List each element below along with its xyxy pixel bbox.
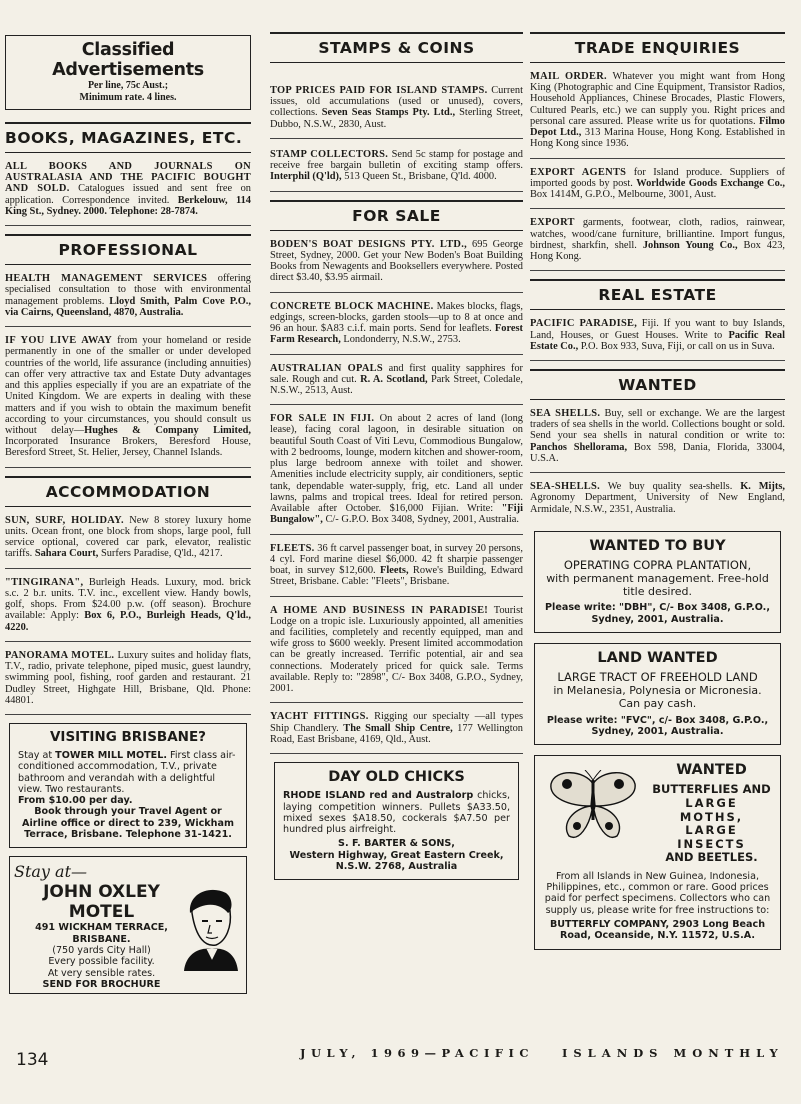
ad-advertiser: Johnson Young Co., bbox=[642, 239, 738, 251]
rate-line-1: Per line, 75c Aust.; bbox=[87, 80, 169, 91]
ad-advertiser: "Fiji Bungalow", bbox=[270, 503, 523, 526]
oxley-line: Every possible facility. bbox=[48, 956, 155, 968]
box-contact: Please write: "FVC", c/- Box 3408, G.P.O., Sydney, 2001, Australia. bbox=[546, 714, 769, 738]
ad-re-1 bbox=[530, 318, 785, 361]
ad-body: 695 George Street, Sydney, 2000. Get your New Boden's Boat Building Books from Newagents and Booksellers everywhere. Posted direct $3.40, $3.95 airmail. bbox=[270, 238, 523, 284]
ad-tail: C/- G.P.O. Box 3408, Sydney, 2001, Australia. bbox=[322, 514, 520, 526]
ad-body: and first quality sapphires for sale. Rough and cut. bbox=[270, 362, 523, 385]
ad-body: from your homeland or reside permanently in one of the smaller or under developed countries of the world, life assurance (including annuities) can offer very attractive tax and Estate Duty advantages and this applies especially if you are an expatriate of the United Kingdom. We are experts in dealing with these matters and if you wish to obtain the maximum benefit according to your circumstances, you should consult us without delay— bbox=[5, 335, 251, 436]
rate-line-2: Minimum rate. 4 lines. bbox=[79, 91, 177, 103]
ad-tail: Box 598, Dania, Florida, 33004, U.S.A. bbox=[530, 441, 785, 464]
ad-lead: AUSTRALIAN OPALS bbox=[270, 362, 383, 374]
ad-wanted-1 bbox=[530, 408, 785, 473]
box-title: DAY OLD CHICKS bbox=[328, 769, 465, 786]
classified-title: Classified Advertisements bbox=[52, 40, 204, 80]
ad-advertiser: Interphil (Q'ld), bbox=[270, 171, 342, 183]
section-real-estate: REAL ESTATE bbox=[530, 279, 785, 310]
ad-sale-5 bbox=[270, 543, 523, 597]
oxley-line: At very sensible rates. bbox=[47, 967, 156, 979]
ad-lead: STAMP COLLECTORS. bbox=[270, 148, 389, 160]
stay-at-text: Stay at— bbox=[14, 862, 88, 882]
oxley-address-1: 491 WICKHAM TERRACE, bbox=[35, 922, 168, 934]
ad-trade-2 bbox=[530, 167, 785, 210]
ad-body: Buy, sell or exchange. We are the largest traders of sea shells in the world. Collections bought or sold. Send your sea shells in natural condition or write to: bbox=[530, 407, 785, 442]
box-john-oxley bbox=[9, 856, 247, 994]
ad-trade-1 bbox=[530, 71, 785, 159]
ad-tail: 177 Wellington Road, East Brisbane, 4169, Qld., Aust. bbox=[270, 722, 523, 745]
box-line: with permanent management. Free-hold title desired. bbox=[546, 571, 769, 598]
box-text: First class air-conditioned accommodation, T.V., private bathroom and verandah with a delightful view. Two restaurants. bbox=[18, 749, 236, 795]
ad-lead: IF YOU LIVE AWAY bbox=[5, 335, 113, 347]
ad-lead: PANORAMA MOTEL. bbox=[5, 649, 115, 661]
ad-lead: TOP PRICES PAID FOR ISLAND STAMPS. bbox=[270, 85, 488, 96]
ad-body: Luxury suites and holiday flats, T.V., radio, private telephone, piped music, guest laundry, swimming pool, fishing, roof garden and restaurant. 21 Dudley Street, Highgate Hill, Brisbane, Qld. Phone: 44801. bbox=[5, 649, 251, 706]
box-title: WANTED TO BUY bbox=[589, 537, 726, 554]
ad-lead: SEA SHELLS. bbox=[530, 407, 601, 419]
ad-stamp-1 bbox=[270, 85, 523, 139]
ad-sale-4 bbox=[270, 413, 523, 534]
chick-breed: RHODE ISLAND red and Australorp bbox=[283, 790, 474, 802]
headline-line: BUTTERFLIES AND bbox=[652, 782, 771, 797]
ad-sale-2 bbox=[270, 301, 523, 355]
ad-advertiser: Filmo Depot Ltd., bbox=[530, 115, 785, 139]
ad-advertiser: Panchos Shellorama, bbox=[530, 441, 628, 453]
box-body bbox=[283, 790, 510, 835]
box-booking: Book through your Travel Agent or Airline office or direct to 239, Wickham Terrace, Brisbane. Telephone 31-1421. bbox=[22, 806, 234, 841]
ad-lead: BODEN'S BOAT DESIGNS PTY. LTD., bbox=[270, 238, 468, 250]
ad-tail: P.O. Box 933, Suva, Fiji, or call on us in Suva. bbox=[578, 340, 775, 352]
section-books: BOOKS, MAGAZINES, ETC. bbox=[5, 122, 251, 153]
box-text: Stay at bbox=[18, 749, 56, 761]
ad-advertiser: Hughes & Company Limited, bbox=[84, 424, 251, 436]
headline-line: LARGE INSECTS bbox=[677, 823, 746, 851]
section-accommodation: ACCOMMODATION bbox=[5, 476, 251, 507]
ad-body: New 8 storey luxury home units. Ocean front, one block from shops, large pool, full service optional, covered car park, elevator, realistic tariffs. bbox=[5, 514, 251, 560]
section-wanted: WANTED bbox=[530, 369, 785, 400]
ad-advertiser: Box 6, P.O., Burleigh Heads, Q'ld., 4220. bbox=[5, 610, 251, 633]
section-trade: TRADE ENQUIRIES bbox=[530, 32, 785, 63]
ad-stamp-2 bbox=[270, 149, 523, 192]
ad-body: Tourist Lodge on a tropic isle. Luxuriously appointed, all amenities and facilities, completely and recently equipped, man and wife gross to $600 weekly. Present limited accommodation can be greatly increased. Terrific potential, air and sea connections. Moderately priced for quick sale. Terms available. Reply to: "2898", C/- Box 3408, G.P.O., Sydney, 2001. bbox=[270, 604, 523, 695]
ad-body: for Island produce. Suppliers of imported goods by post. bbox=[530, 166, 785, 189]
ad-sale-6 bbox=[270, 605, 523, 704]
box-title: LAND WANTED bbox=[597, 650, 718, 667]
ad-books-1 bbox=[5, 161, 251, 226]
ad-body: Rigging our specialty —all types Ship Chandlery. bbox=[270, 711, 523, 734]
box-line: LARGE TRACT OF FREEHOLD LAND bbox=[557, 670, 758, 685]
ad-lead: A HOME AND BUSINESS IN PARADISE! bbox=[270, 604, 489, 616]
ad-body: Current issues, old accumulations (used or unused), covers, collections. bbox=[270, 85, 523, 119]
ad-sale-7 bbox=[270, 711, 523, 754]
oxley-brochure: SEND FOR BROCHURE bbox=[42, 978, 161, 990]
box-day-old-chicks bbox=[274, 762, 519, 880]
headline-line: AND BEETLES. bbox=[665, 850, 758, 865]
box-title: VISITING BRISBANE? bbox=[49, 728, 207, 745]
motel-name-2: MOTEL bbox=[68, 902, 135, 923]
ad-body: Fiji. If you want to buy Islands, Land, Houses, or Guest Houses. Write to bbox=[530, 318, 785, 341]
classified-header bbox=[5, 35, 251, 110]
ad-lead: SEA-SHELLS. bbox=[530, 481, 601, 493]
box-wanted-to-buy bbox=[534, 531, 781, 633]
motel-name: TOWER MILL MOTEL. bbox=[55, 749, 167, 761]
chick-address: Western Highway, Great Eastern Creek, N.S.W. 2768, Australia bbox=[289, 849, 504, 873]
ad-trade-3 bbox=[530, 217, 785, 271]
section-stamps: STAMPS & COINS bbox=[270, 32, 523, 63]
butterfly-headlines bbox=[651, 762, 772, 864]
ad-lead: MAIL ORDER. bbox=[530, 71, 607, 82]
ad-lead: SUN, SURF, HOLIDAY. bbox=[5, 514, 124, 526]
section-professional: PROFESSIONAL bbox=[5, 234, 251, 265]
ad-body: On about 2 acres of land (long lease), facing coral lagoon, in desirable situation on beautiful South Coast of Viti Levu, Commodious Bungalow, with 2 bedrooms, lounge, modern kitchen and shower-room, plus large bedroom annexe with toilet and shower. Amenities include electricity supply, air conditioners, septic tank, dependable water-supply, frig, etc. Land all under lawns, palms and tropical trees. Ideal for retired person. Available after October. $16,000 Fijian. Write: bbox=[270, 413, 524, 515]
issue-date: JULY, 1969—PACIFIC bbox=[300, 1046, 535, 1060]
butterfly-contact: BUTTERFLY COMPANY, 2903 Long Beach Road, Oceanside, N.Y. 11572, U.S.A. bbox=[549, 919, 766, 942]
box-text: chicks, laying competition winners. Pullets $A33.50, mixed sexes $A18.50, cockerals $A7.50 per hundred plus airfreight. bbox=[283, 790, 510, 836]
ad-body: Makes blocks, flags, edgings, screen-blocks, garden stools—up to 8 at once and 96 an hour. $A83 c.i.f. main ports. Send for leaflets. bbox=[270, 300, 523, 335]
ad-acc-3 bbox=[5, 650, 251, 715]
ad-sale-3 bbox=[270, 363, 523, 406]
man-portrait-illustration bbox=[180, 883, 240, 971]
ad-tail: Sterling Street, Dubbo, N.S.W., 2830, Aust. bbox=[270, 107, 523, 130]
box-visiting-brisbane bbox=[9, 723, 247, 848]
ad-advertiser: Fleets, bbox=[379, 565, 409, 577]
ad-body: offering specialised consultation to those with environmental management problems. bbox=[5, 273, 251, 307]
ad-advertiser: Worldwide Goods Exchange Co., bbox=[636, 177, 785, 189]
ad-advertiser: K. Mijts, bbox=[740, 481, 785, 493]
ad-lead: EXPORT AGENTS bbox=[530, 166, 627, 178]
column-left bbox=[5, 30, 251, 994]
ad-advertiser: Pacific Real Estate Co., bbox=[530, 329, 786, 352]
ad-tail: Box 423, Hong Kong. bbox=[530, 239, 785, 263]
column-middle bbox=[270, 30, 523, 880]
ad-tail: Surfers Paradise, Q'ld., 4217. bbox=[98, 548, 223, 560]
ad-lead: HEALTH MANAGEMENT SERVICES bbox=[5, 273, 208, 285]
box-line: OPERATING COPRA PLANTATION, bbox=[563, 557, 752, 572]
oxley-address-2: BRISBANE. bbox=[72, 933, 131, 945]
ad-body: We buy quality sea-shells. bbox=[600, 481, 741, 493]
ad-lead: CONCRETE BLOCK MACHINE. bbox=[270, 300, 434, 312]
box-line: in Melanesia, Polynesia or Micronesia. Can pay cash. bbox=[553, 683, 762, 710]
page-footer bbox=[0, 1046, 801, 1076]
ad-tail: Incorporated Insurance Brokers, Beresford House, Beresford Street, St. Helier, Jersey, Channel Islands. bbox=[5, 436, 251, 459]
headline-line: LARGE MOTHS, bbox=[679, 796, 744, 824]
ad-lead: PACIFIC PARADISE, bbox=[530, 318, 638, 330]
ad-body: 36 ft carvel passenger boat, in survey 20 persons, 4 cyl. Ford marine diesel $6,000. 42 ft sharpie passenger boat, in survey $12,600. bbox=[270, 542, 523, 577]
ad-lead: ALL BOOKS AND JOURNALS ON AUSTRALASIA AND THE PACIFIC BOUGHT AND SOLD. bbox=[5, 161, 251, 195]
ad-advertiser: Lloyd Smith, Palm Cove P.O., via Cairns, Queensland, 4870, Australia. bbox=[5, 295, 251, 318]
motel-name-1: JOHN OXLEY bbox=[43, 882, 160, 903]
publication-name: ISLANDS MONTHLY bbox=[562, 1046, 784, 1060]
ad-lead: FLEETS. bbox=[270, 542, 315, 554]
ad-tail: 313 Marina House, Hong Kong. Established in Hong Kong since 1936. bbox=[530, 127, 786, 150]
ad-lead: EXPORT bbox=[530, 217, 575, 229]
ad-tail: Rowe's Building, Edward Street, Brisbane. Cable: "Fleets", Brisbane. bbox=[270, 565, 523, 588]
ad-tail: Londonderry, N.S.W., 2753. bbox=[340, 334, 461, 346]
ad-advertiser: Sahara Court, bbox=[34, 548, 99, 560]
ad-body: Burleigh Heads. Luxury, mod. brick s.c. 2 b.r. units. T.V. inc., excellent view. Handy bowls, golf, shops. From $24.00 p.w. (off season). Brochure available: Apply: bbox=[5, 576, 251, 622]
ad-tail: Box 1414M, G.P.O., Melbourne, 3001, Aust. bbox=[530, 189, 717, 201]
ad-prof-2 bbox=[5, 335, 251, 468]
ad-lead: "TINGIRANA", bbox=[5, 576, 84, 588]
box-title: WANTED bbox=[676, 762, 747, 779]
ad-advertiser: Seven Seas Stamps Pty. Ltd., bbox=[321, 107, 456, 119]
ad-acc-1 bbox=[5, 515, 251, 569]
ad-prof-1 bbox=[5, 273, 251, 327]
ad-tail: Agronomy Department, University of New England, Armidale, N.S.W., 2351, Australia. bbox=[530, 492, 785, 515]
box-price: From $10.00 per day. bbox=[18, 795, 133, 807]
butterfly-illustration bbox=[547, 770, 639, 842]
oxley-line: (750 yards City Hall) bbox=[52, 944, 151, 956]
box-contact: Please write: "DBH", C/- Box 3408, G.P.O., Sydney, 2001, Australia. bbox=[545, 602, 770, 625]
ad-tail: Park Street, Coledale, N.S.W., 2513, Aust. bbox=[270, 373, 524, 396]
ad-advertiser: R. A. Scotland, bbox=[360, 373, 428, 385]
column-right bbox=[530, 30, 785, 950]
ad-acc-2 bbox=[5, 577, 251, 642]
section-for-sale: FOR SALE bbox=[270, 200, 523, 231]
ad-advertiser: Berkelouw, 114 King St., Sydney. 2000. Telephone: 28-7874. bbox=[5, 194, 251, 217]
ad-lead: FOR SALE IN FIJI. bbox=[270, 413, 375, 425]
ad-lead: YACHT FITTINGS. bbox=[270, 711, 369, 723]
butterfly-body: From all Islands in New Guinea, Indonesia, Philippines, etc., common or rare. Good prices paid for perfect specimens. Collectors who can supply us, please write for free instructions to: bbox=[544, 870, 771, 916]
ad-body: garments, footwear, cloth, radios, rainwear, watches, wood/cane furniture, brilliantine. Import fungus, birdnest, sharkfin, shell. bbox=[530, 217, 785, 251]
ad-wanted-2 bbox=[530, 481, 785, 523]
ad-body: Whatever you might want from Hong King (Photographic and Cine Equipment, Transistor Radios, Household Appliances, Chinese Brocades, Plastic Flowers, Cultured Pearls, etc.) we can supply you. Right prices and personal care assured. Please write us for quotations. bbox=[530, 71, 785, 127]
box-body bbox=[18, 750, 238, 795]
chick-seller: S. F. BARTER & SONS, bbox=[338, 838, 455, 850]
ad-body: Send 5c stamp for postage and receive free bargain bulletin of exciting stamp offers. bbox=[270, 148, 523, 172]
ad-advertiser: Forest Farm Research, bbox=[270, 323, 523, 346]
page-number: 134 bbox=[16, 1050, 49, 1070]
box-land-wanted bbox=[534, 643, 781, 745]
ad-body: Catalogues issued and sent free on application. Correspondence invited. bbox=[5, 183, 251, 206]
ad-tail: 513 Queen St., Brisbane, Q'ld. 4000. bbox=[341, 171, 497, 183]
box-wanted-butterflies bbox=[534, 755, 781, 949]
ad-sale-1 bbox=[270, 239, 523, 293]
ad-advertiser: The Small Ship Centre, bbox=[343, 722, 453, 734]
